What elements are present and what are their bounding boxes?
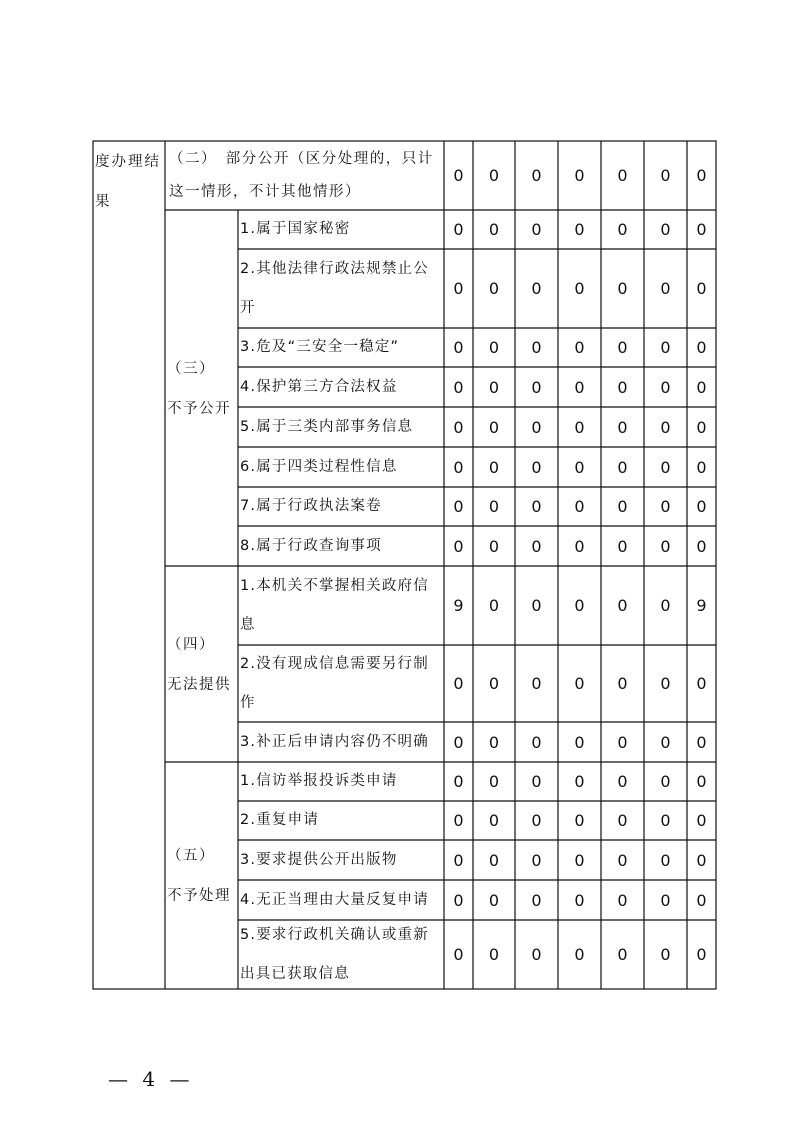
value-cell: 0 <box>660 596 671 615</box>
value-cell: 0 <box>488 850 500 870</box>
value-cell: 0 <box>453 417 464 437</box>
value-cell: 0 <box>531 220 542 239</box>
value-cell: 0 <box>531 772 542 791</box>
value-cell: 0 <box>574 536 585 556</box>
value-cell: 0 <box>531 850 542 870</box>
value-cell: 0 <box>531 596 542 615</box>
row-label: 7.属于行政执法案卷 <box>240 498 382 514</box>
value-cell: 0 <box>617 596 628 615</box>
value-cell: 0 <box>660 945 671 964</box>
row-label: 4.无正当理由大量反复申请 <box>240 891 429 908</box>
value-cell: 0 <box>453 732 464 752</box>
value-cell: 0 <box>696 674 707 693</box>
value-cell: 0 <box>660 674 671 693</box>
value-cell: 0 <box>531 279 542 298</box>
row-label: 3.危及“三安全一稳定” <box>240 339 400 355</box>
value-cell: 0 <box>660 850 671 870</box>
value-cell: 0 <box>696 220 707 239</box>
group-title: 无法提供 <box>167 676 231 693</box>
value-cell: 0 <box>488 945 500 964</box>
value-cell: 0 <box>617 166 628 185</box>
value-cell: 0 <box>531 457 542 477</box>
value-cell: 0 <box>531 811 542 830</box>
value-cell: 0 <box>660 417 671 437</box>
value-cell: 0 <box>660 338 671 357</box>
value-cell: 0 <box>488 497 500 516</box>
row-label: 2.其他法律行政法规禁止公开 <box>240 260 429 316</box>
value-cell: 0 <box>574 850 585 870</box>
value-cell: 0 <box>488 890 500 910</box>
group-number: （五） <box>167 848 215 864</box>
row-label: 4.保护第三方合法权益 <box>240 378 398 395</box>
value-cell: 0 <box>617 417 628 437</box>
row-label: 1.属于国家秘密 <box>240 221 351 237</box>
value-cell: 0 <box>488 596 500 615</box>
value-cell: 9 <box>696 596 707 615</box>
value-cell: 0 <box>488 377 500 397</box>
value-cell: 0 <box>696 945 707 964</box>
value-cell: 0 <box>617 457 628 477</box>
value-cell: 0 <box>453 945 464 964</box>
partial-disclosure-label: （二） 部分公开（区分处理的，只计这一情形，不计其他情形） <box>169 151 434 200</box>
value-cell: 0 <box>488 674 500 693</box>
value-cell: 0 <box>617 890 628 910</box>
value-cell: 0 <box>696 377 707 397</box>
value-cell: 0 <box>488 732 500 752</box>
value-cell: 0 <box>531 377 542 397</box>
row-label: 5.属于三类内部事务信息 <box>240 418 414 435</box>
row-label: 2.重复申请 <box>240 812 320 828</box>
value-cell: 0 <box>696 811 707 830</box>
value-cell: 0 <box>488 417 500 437</box>
page-number: — 4 — <box>108 1067 194 1091</box>
value-cell: 0 <box>531 945 542 964</box>
row-label: 8.属于行政查询事项 <box>240 537 382 554</box>
value-cell: 0 <box>574 377 585 397</box>
value-cell: 0 <box>453 166 464 185</box>
group-label-unable-to-provide <box>167 567 237 762</box>
value-cell: 0 <box>617 945 628 964</box>
value-cell: 0 <box>531 338 542 357</box>
value-cell: 0 <box>531 732 542 752</box>
value-cell: 0 <box>696 850 707 870</box>
value-cell: 0 <box>488 536 500 556</box>
value-cell: 0 <box>574 811 585 830</box>
value-cell: 0 <box>488 279 500 298</box>
value-cell: 0 <box>531 166 542 185</box>
value-cell: 0 <box>660 497 671 516</box>
value-cell: 0 <box>660 279 671 298</box>
value-cell: 0 <box>574 497 585 516</box>
group-label-not-processed <box>167 763 237 989</box>
value-cell: 0 <box>453 457 464 477</box>
value-cell: 0 <box>531 890 542 910</box>
value-cell: 0 <box>617 811 628 830</box>
row-label: 3.补正后申请内容仍不明确 <box>240 733 429 750</box>
value-cell: 0 <box>488 772 500 791</box>
value-cell: 0 <box>660 890 671 910</box>
value-cell: 0 <box>574 220 585 239</box>
value-cell: 0 <box>574 596 585 615</box>
value-cell: 0 <box>617 220 628 239</box>
value-cell: 0 <box>453 811 464 830</box>
value-cell: 0 <box>617 850 628 870</box>
value-cell: 0 <box>660 457 671 477</box>
value-cell: 0 <box>660 536 671 556</box>
value-cell: 0 <box>574 890 585 910</box>
row-label: 1.信访举报投诉类申请 <box>240 773 398 789</box>
value-cell: 0 <box>453 772 464 791</box>
value-cell: 0 <box>574 338 585 357</box>
value-cell: 0 <box>696 536 707 556</box>
value-cell: 0 <box>453 497 464 516</box>
value-cell: 0 <box>617 497 628 516</box>
value-cell: 0 <box>574 457 585 477</box>
row-label: 1.本机关不掌握相关政府信息 <box>240 577 429 633</box>
first-column-label: 度办理结果 <box>95 154 161 210</box>
value-cell: 0 <box>531 417 542 437</box>
value-cell: 0 <box>617 772 628 791</box>
value-cell: 0 <box>574 772 585 791</box>
value-cell: 0 <box>453 850 464 870</box>
value-cell: 0 <box>617 279 628 298</box>
value-cell: 0 <box>660 732 671 752</box>
value-cell: 0 <box>696 890 707 910</box>
group-number: （四） <box>167 636 215 653</box>
value-cell: 0 <box>696 497 707 516</box>
value-cell: 0 <box>453 338 464 357</box>
value-cell: 0 <box>488 457 500 477</box>
value-cell: 0 <box>696 417 707 437</box>
value-cell: 0 <box>453 674 464 693</box>
value-cell: 0 <box>696 166 707 185</box>
value-cell: 0 <box>660 377 671 397</box>
value-cell: 0 <box>574 674 585 693</box>
group-number: （三） <box>167 360 215 377</box>
value-cell: 0 <box>696 338 707 357</box>
value-cell: 0 <box>617 536 628 556</box>
value-cell: 0 <box>531 536 542 556</box>
value-cell: 0 <box>617 377 628 397</box>
value-cell: 0 <box>617 674 628 693</box>
row-label: 2.没有现成信息需要另行制作 <box>240 655 429 711</box>
value-cell: 0 <box>660 166 671 185</box>
group-title: 不予处理 <box>167 888 231 904</box>
group-label-not-disclosed <box>167 211 237 566</box>
value-cell: 0 <box>488 811 500 830</box>
row-label: 6.属于四类过程性信息 <box>240 458 398 475</box>
value-cell: 0 <box>617 338 628 357</box>
value-cell: 0 <box>488 220 500 239</box>
value-cell: 0 <box>574 945 585 964</box>
value-cell: 0 <box>696 457 707 477</box>
value-cell: 0 <box>453 536 464 556</box>
value-cell: 0 <box>488 166 500 185</box>
value-cell: 0 <box>453 220 464 239</box>
value-cell: 0 <box>453 279 464 298</box>
value-cell: 0 <box>660 811 671 830</box>
value-cell: 9 <box>453 596 464 615</box>
value-cell: 0 <box>617 732 628 752</box>
value-cell: 0 <box>531 497 542 516</box>
row-label: 3.要求提供公开出版物 <box>240 851 398 868</box>
group-title: 不予公开 <box>167 400 231 417</box>
value-cell: 0 <box>453 377 464 397</box>
value-cell: 0 <box>574 732 585 752</box>
value-cell: 0 <box>574 417 585 437</box>
value-cell: 0 <box>696 279 707 298</box>
value-cell: 0 <box>574 279 585 298</box>
value-cell: 0 <box>531 674 542 693</box>
value-cell: 0 <box>696 772 707 791</box>
value-cell: 0 <box>574 166 585 185</box>
value-cell: 0 <box>660 220 671 239</box>
value-cell: 0 <box>696 732 707 752</box>
value-cell: 0 <box>453 890 464 910</box>
row-label: 5.要求行政机关确认或重新出具已获取信息 <box>240 926 429 982</box>
value-cell: 0 <box>488 338 500 357</box>
value-cell: 0 <box>660 772 671 791</box>
